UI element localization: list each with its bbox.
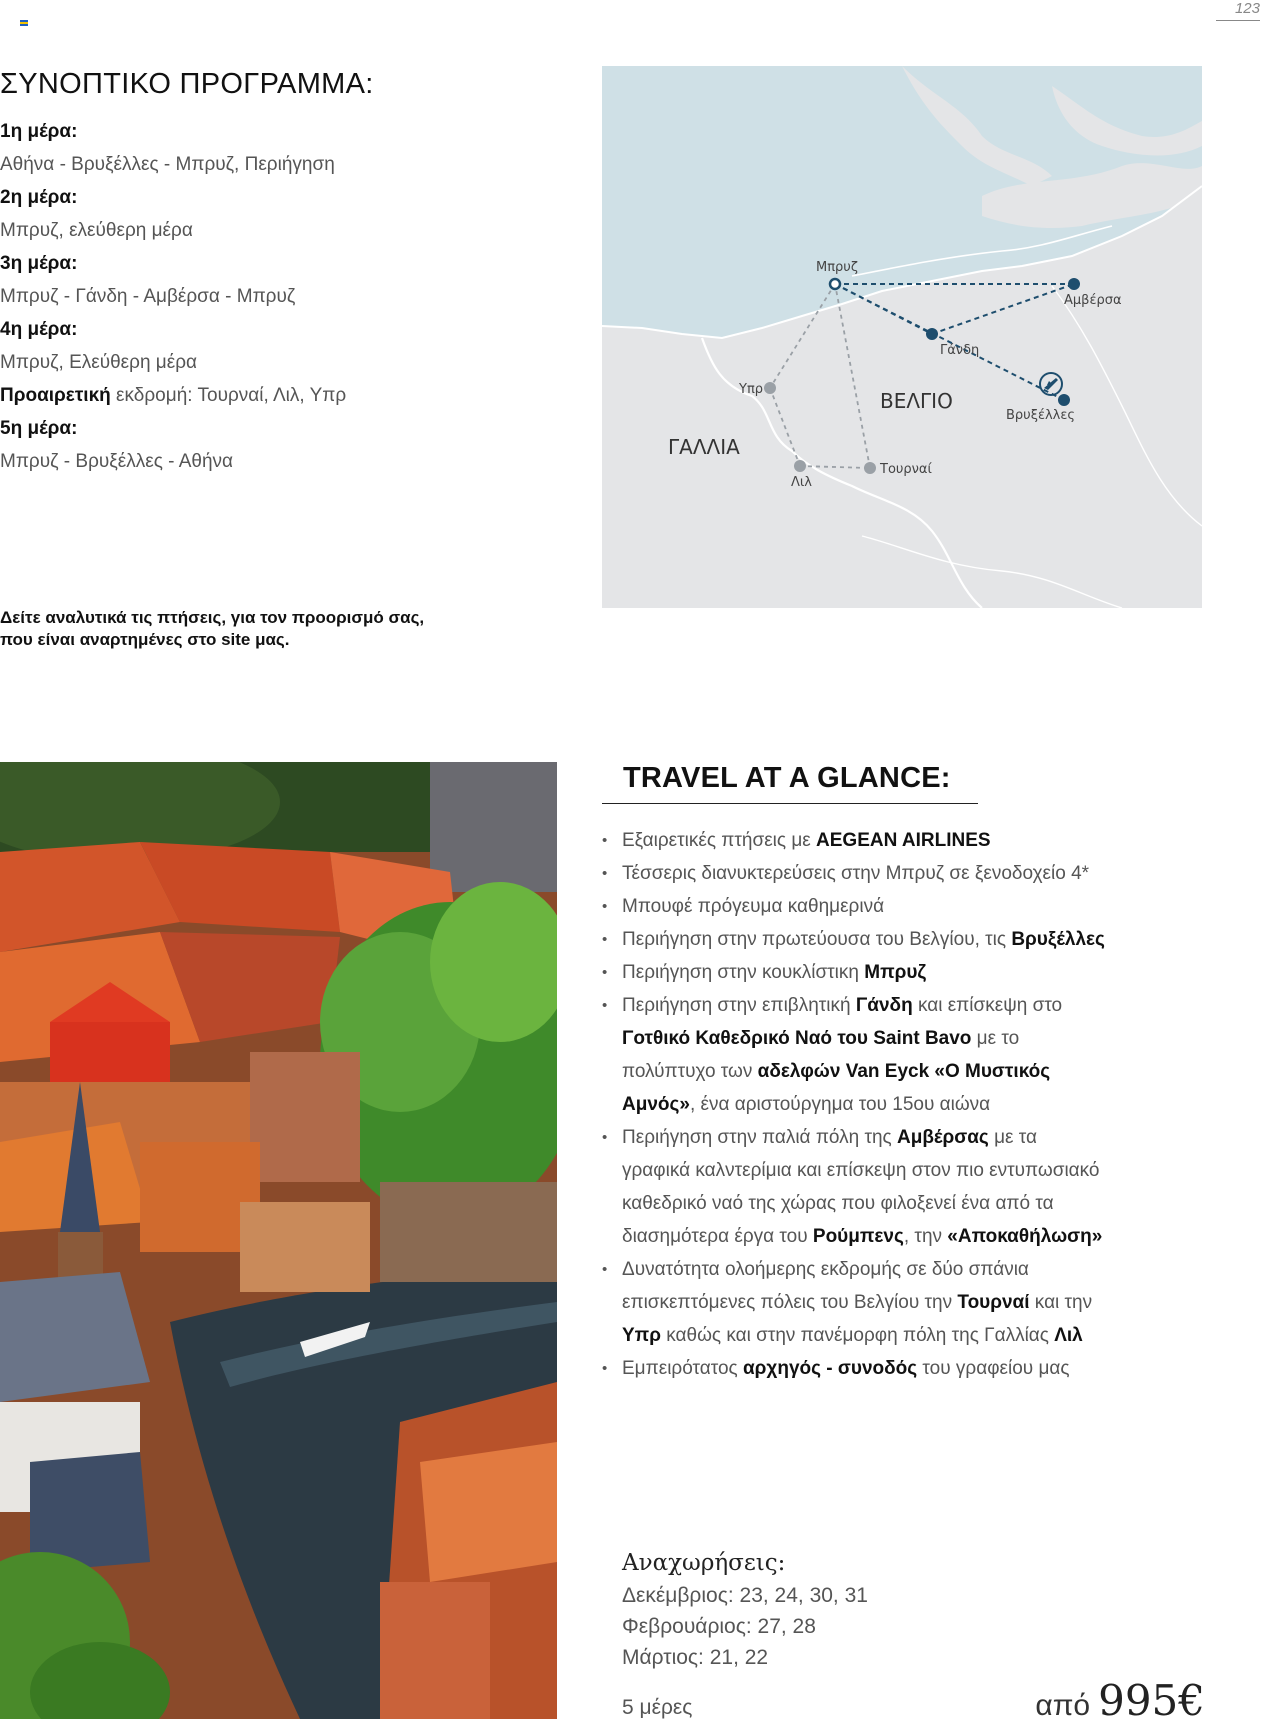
glance-text: και επίσκεψη στο [912, 995, 1063, 1016]
price-amount: 995€ [1098, 1676, 1205, 1721]
border-river [862, 536, 1122, 608]
glance-text: Εξαιρετικές πτήσεις με [622, 830, 817, 851]
flag-icon [20, 20, 28, 26]
city-marker-bruges [830, 279, 840, 289]
route-map [602, 66, 1202, 608]
glance-bold: Αμβέρσας [896, 1127, 989, 1148]
optional-excursion [0, 379, 560, 412]
glance-bold: AEGEAN AIRLINES [816, 830, 991, 851]
glance-item [602, 857, 1242, 890]
map-label-belgium: ΒΕΛΓΙΟ [880, 389, 953, 413]
glance-bold: Γάνδη [855, 995, 913, 1016]
day-text: Αθήνα - Βρυξέλλες - Μπρυζ, Περιήγηση [0, 154, 335, 175]
route-ghent-antwerp [932, 284, 1074, 334]
glance-text: του γραφείου μας [917, 1358, 1070, 1379]
day-text: Μπρυζ - Βρυξέλλες - Αθήνα [0, 451, 234, 472]
glance-item [602, 824, 1242, 857]
glance-item [602, 956, 1242, 989]
glance-item [602, 1253, 1242, 1352]
route-bruges-brussels [835, 284, 1064, 400]
day-text: Μπρυζ - Γάνδη - Αμβέρσα - Μπρυζ [0, 286, 296, 307]
bruges-photo-illustration [0, 762, 557, 1719]
departures-title: Αναχωρήσεις: [622, 1550, 786, 1576]
trip-duration: 5 μέρες [622, 1696, 693, 1719]
departures [622, 1550, 1022, 1719]
glance-text: Περιήγηση στην επιβλητική [622, 995, 856, 1016]
glance-item [602, 1352, 1242, 1385]
glance-item [602, 989, 1242, 1121]
route-lille-tournai [800, 466, 870, 468]
glance-item [602, 1121, 1242, 1253]
glance-list [602, 824, 1242, 1385]
glance-text: Μπουφέ πρόγευμα καθημερινά [622, 896, 885, 917]
departure-dates: Μάρτιος: 21, 22 [622, 1646, 769, 1669]
glance-bold: Τουρναί [957, 1292, 1030, 1313]
glance-text: Περιήγηση στην κουκλίστικη [622, 962, 865, 983]
glance-text: καθεδρικό ναό της χώρας που φιλοξενεί ένα από τα [622, 1193, 1054, 1214]
map-label-lille: Λιλ [791, 475, 812, 490]
glance-text: , ένα αριστούργημα του 15ου αιώνα [689, 1094, 991, 1115]
glance-text: γραφικά καλντερίμια και επίσκεψη στον πιο εντυπωσιακό [622, 1160, 1100, 1181]
map-label-france: ΓΑΛΛΙΑ [668, 435, 740, 459]
flights-note-line: Δείτε αναλυτικά τις πτήσεις, για τον προορισμό σας, [0, 608, 425, 627]
airplane-icon [1040, 373, 1062, 395]
map-label-ypres: Υπρ [739, 382, 764, 397]
main-routes [835, 284, 1074, 400]
city-marker-brussels [1058, 394, 1070, 406]
city-marker-ghent [926, 328, 938, 340]
border-france-belgium [702, 338, 982, 608]
glance-text: Τέσσερις διανυκτερεύσεις στην Μπρυζ σε ξενοδοχείο 4* [622, 863, 1090, 884]
day-label: 1η μέρα: [0, 121, 78, 142]
glance-text: Εμπειρότατος [622, 1358, 743, 1379]
border-river [1052, 286, 1202, 526]
map-label-bruges: Μπρυζ [816, 260, 858, 275]
bruges-photo [0, 762, 557, 1719]
city-marker-lille [794, 460, 806, 472]
glance-text: και την [1029, 1292, 1093, 1313]
day-text: Μπρυζ, Ελεύθερη μέρα [0, 352, 198, 373]
glance-bold: Υπρ [622, 1325, 661, 1346]
page-number: 123 [1216, 0, 1260, 21]
glance-bold: «Αποκαθήλωση» [947, 1226, 1103, 1247]
glance-item [602, 890, 1242, 923]
price-from: από [1035, 1689, 1091, 1721]
glance-text: καθώς και στην πανέμορφη πόλη της Γαλλίας [660, 1325, 1055, 1346]
glance-title: TRAVEL AT A GLANCE: [602, 762, 978, 804]
map-label-brussels: Βρυξέλλες [1006, 408, 1076, 423]
map-label-tournai: Τουρναί [880, 462, 932, 477]
summary-title: ΣΥΝΟΠΤΙΚΟ ΠΡΟΓΡΑΜΜΑ: [0, 68, 374, 100]
flights-note [0, 607, 480, 651]
program-summary [0, 68, 560, 478]
glance-bold: Αμνός» [622, 1094, 690, 1115]
glance-text: πολύπτυχο των [622, 1061, 758, 1082]
glance-text: διασημότερα έργα του [622, 1226, 813, 1247]
glance-item [602, 923, 1242, 956]
glance-bold: Ρούμπενς [812, 1226, 904, 1247]
price [1035, 1676, 1205, 1721]
glance-text: , την [903, 1226, 948, 1247]
optional-text: εκδρομή: Τουρναί, Λιλ, Υπρ [110, 385, 347, 406]
city-marker-antwerp [1068, 278, 1080, 290]
glance-bold: Βρυξέλλες [1011, 929, 1105, 950]
day-text: Μπρυζ, ελεύθερη μέρα [0, 220, 193, 241]
travel-at-a-glance [602, 762, 1242, 1385]
glance-text: Περιήγηση στην πρωτεύουσα του Βελγίου, τις [622, 929, 1012, 950]
map-label-antwerp: Αμβέρσα [1064, 293, 1122, 308]
glance-bold: Μπρυζ [864, 962, 927, 983]
day-label: 5η μέρα: [0, 418, 78, 439]
glance-bold: Λιλ [1054, 1325, 1083, 1346]
glance-text: Δυνατότητα ολοήμερης εκδρομής σε δύο σπάνια [622, 1259, 1029, 1280]
departure-dates: Φεβρουάριος: 27, 28 [622, 1615, 816, 1638]
flights-note-line: που είναι αναρτημένες στο site μας. [0, 630, 290, 649]
glance-text: επισκεπτόμενες πόλεις του Βελγίου την [622, 1292, 958, 1313]
glance-text: με το [971, 1028, 1020, 1049]
route-map-svg [602, 66, 1202, 608]
day-label: 4η μέρα: [0, 319, 78, 340]
day-label: 3η μέρα: [0, 253, 78, 274]
glance-text: με τα [988, 1127, 1038, 1148]
departure-dates: Δεκέμβριος: 23, 24, 30, 31 [622, 1584, 868, 1607]
optional-label: Προαιρετική [0, 385, 111, 406]
day-label: 2η μέρα: [0, 187, 78, 208]
glance-text: Περιήγηση στην παλιά πόλη της [622, 1127, 897, 1148]
glance-bold: Γοτθικό Καθεδρικό Ναό του Saint Bavo [622, 1028, 972, 1049]
route-tournai-bruges [835, 284, 870, 468]
glance-bold: αρχηγός - συνοδός [743, 1358, 918, 1379]
glance-bold: αδελφών Van Eyck «Ο Μυστικός [757, 1061, 1051, 1082]
city-marker-tournai [864, 462, 876, 474]
city-marker-ypres [764, 382, 776, 394]
map-label-ghent: Γάνδη [940, 343, 980, 358]
